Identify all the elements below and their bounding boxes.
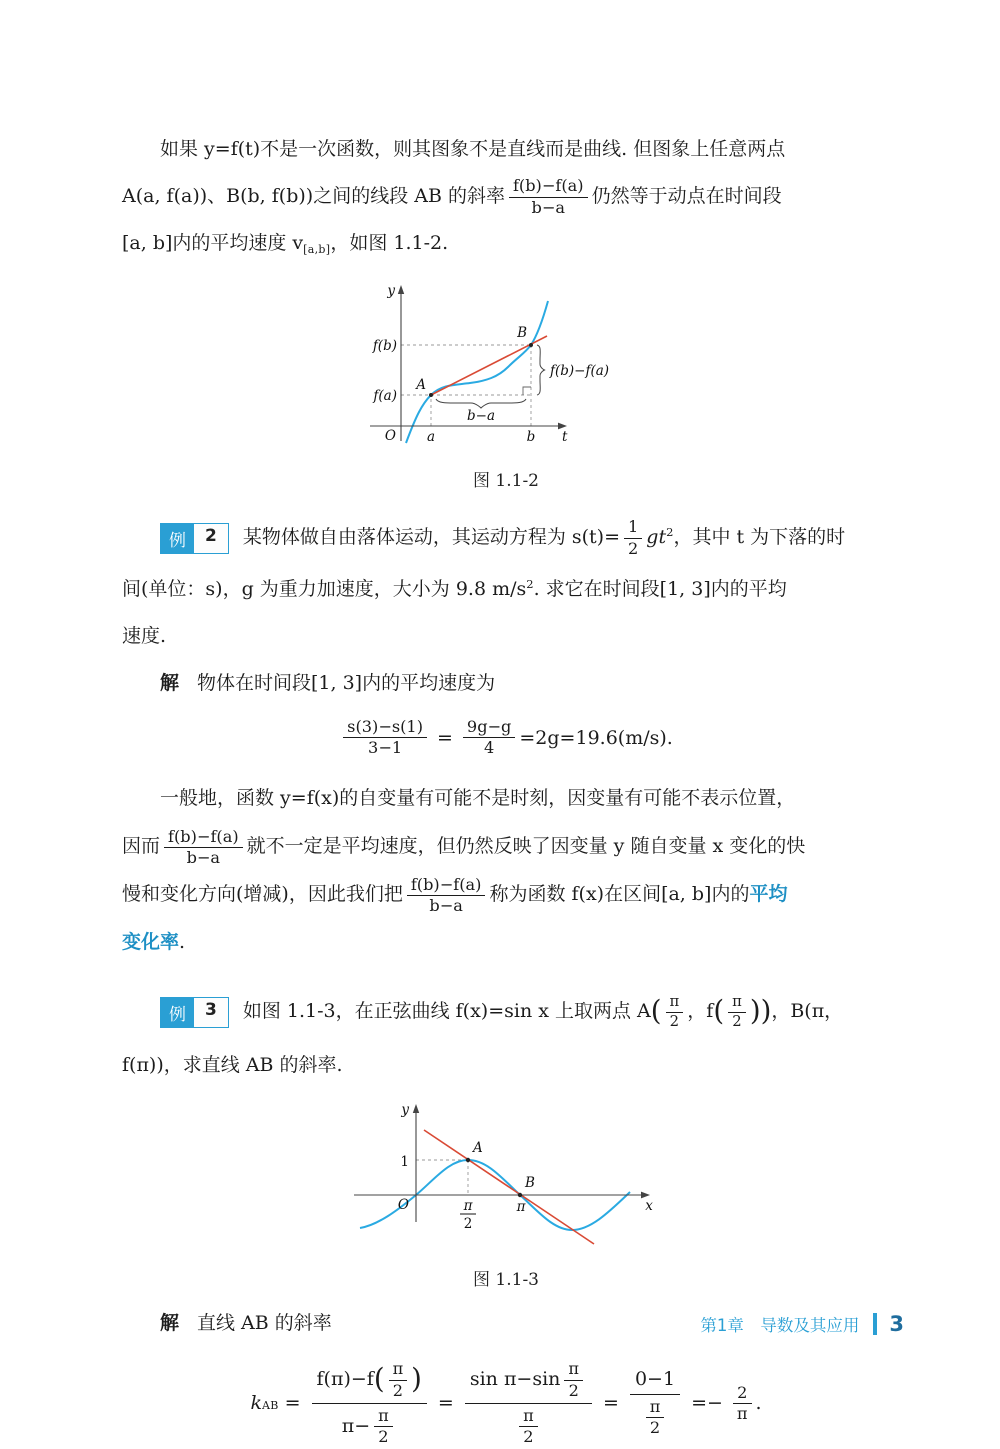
example-3-badge bbox=[160, 997, 229, 1028]
badge-label: 例 bbox=[161, 524, 194, 553]
footer-page-number: 3 bbox=[889, 1312, 904, 1336]
a-label: a bbox=[426, 429, 436, 445]
text-line bbox=[122, 984, 890, 1038]
point-A bbox=[429, 393, 433, 397]
origin-label: O bbox=[384, 428, 396, 444]
text-run: f(π))，求直线 AB 的斜率. bbox=[122, 1054, 343, 1077]
fraction-pi-over-2: $\frac{\pi}{2}$ bbox=[374, 1406, 393, 1447]
close-paren: ) bbox=[749, 995, 761, 1028]
point-B bbox=[518, 1193, 522, 1197]
text-line bbox=[122, 613, 890, 660]
superscript: 2 bbox=[526, 577, 534, 591]
point-A-label: A bbox=[473, 1140, 483, 1157]
pi-numerator: π bbox=[463, 1198, 473, 1215]
text-run: 慢和变化方向(增减)，因此我们把 bbox=[122, 883, 403, 906]
text-line bbox=[122, 220, 890, 273]
t-axis-label: t bbox=[562, 429, 568, 445]
text-run: 如果 y=f(t)不是一次函数，则其图象不是直线而是曲线. 但图象上任意两点 bbox=[160, 138, 786, 160]
text-run: 速度. bbox=[122, 625, 167, 647]
x-axis-label: x bbox=[645, 1198, 653, 1215]
k-symbol: k AB bbox=[250, 1392, 279, 1415]
y-axis-label: y bbox=[387, 283, 395, 299]
paragraph-average-rate bbox=[122, 774, 890, 966]
badge-number: 2 bbox=[194, 524, 228, 553]
point-B-label: B bbox=[517, 325, 527, 341]
text-line bbox=[122, 774, 890, 822]
fa-label: f(a) bbox=[373, 388, 397, 404]
text-run: A(a, f(a))、B(b, f(b))之间的线段 AB 的斜率 bbox=[122, 185, 505, 207]
figure-1-1-3-graph bbox=[346, 1100, 666, 1258]
text-line bbox=[122, 1038, 890, 1092]
origin-label: O bbox=[397, 1197, 409, 1214]
text-line bbox=[122, 561, 890, 613]
vertical-brace bbox=[537, 345, 545, 395]
text-run: 某物体做自由落体运动，其运动方程为 s(t)= bbox=[242, 526, 621, 548]
fraction-result: $\frac{2}{\pi}$ bbox=[733, 1383, 752, 1424]
point-A bbox=[466, 1158, 470, 1162]
text-run: 因而 bbox=[122, 835, 161, 858]
footer-divider bbox=[873, 1313, 877, 1335]
y-axis-label: y bbox=[401, 1102, 409, 1119]
pi-label: π bbox=[516, 1199, 526, 1216]
b-label: b bbox=[526, 429, 536, 445]
tick-1-label: 1 bbox=[400, 1154, 409, 1171]
fraction-pi-over-2: $\frac{\pi}{2}$ bbox=[666, 993, 684, 1031]
fraction: $\frac{9g-g}{4}$ bbox=[463, 717, 515, 758]
text-line bbox=[122, 918, 890, 966]
width-label: b−a bbox=[466, 408, 496, 424]
difference-label: f(b)−f(a) bbox=[550, 363, 610, 379]
text-run: ，f bbox=[687, 1000, 714, 1023]
open-paren: ( bbox=[373, 1363, 385, 1396]
text-run: 就不一定是平均速度，但仍然反映了因变量 y 随自变量 x 变化的快 bbox=[246, 835, 806, 858]
text-run: . bbox=[179, 931, 186, 954]
fraction-pi-over-2: $\frac{\pi}{2}$ bbox=[519, 1406, 538, 1447]
fraction-pi-over-2: $\frac{\pi}{2}$ bbox=[728, 993, 746, 1031]
text-run: ，B(π， bbox=[771, 1000, 844, 1023]
text-line bbox=[122, 509, 890, 561]
point-B bbox=[529, 343, 533, 347]
text-run: 称为函数 f(x)在区间[a, b]内的 bbox=[489, 883, 750, 906]
point-B-label: B bbox=[525, 1175, 535, 1192]
solution-label: 解 bbox=[160, 1312, 180, 1335]
fraction-3: $\frac{0-1}{\frac{\pi}{2}}$ bbox=[630, 1366, 680, 1440]
paragraph-intro bbox=[122, 126, 890, 273]
badge-label: 例 bbox=[161, 998, 194, 1027]
close-paren: ) bbox=[760, 995, 772, 1028]
example-2 bbox=[122, 509, 890, 758]
text-run: [a, b]内的平均速度 v bbox=[122, 232, 304, 254]
text-run: 一般地，函数 y=f(x)的自变量有可能不是时刻，因变量有可能不表示位置， bbox=[160, 787, 796, 810]
point-A-label: A bbox=[416, 377, 426, 393]
secant-line bbox=[424, 1130, 594, 1244]
open-paren: ( bbox=[650, 995, 662, 1028]
fraction-2: sin π−sin $\frac{\pi}{2}$ $\frac{\pi}{2}$ bbox=[465, 1357, 592, 1449]
fraction-pi-over-2: $\frac{\pi}{2}$ bbox=[646, 1397, 665, 1438]
fraction-half: $\frac{1}{2}$ bbox=[624, 517, 642, 558]
pi-denominator: 2 bbox=[463, 1216, 473, 1233]
text-run: 如图 1.1-3，在正弦曲线 f(x)=sin x 上取两点 A bbox=[242, 1000, 651, 1023]
text-run: ，其中 t 为下落的时 bbox=[673, 526, 846, 548]
equals-sign: = bbox=[437, 726, 453, 749]
text-run: . 求它在时间段[1, 3]内的平均 bbox=[533, 578, 787, 600]
figure-1-1-3-caption: 图 1.1-3 bbox=[473, 1270, 539, 1291]
subscript-interval: [a,b] bbox=[303, 243, 331, 256]
example-2-badge bbox=[160, 523, 229, 554]
highlight-term: 平均 bbox=[749, 883, 788, 906]
fraction-numerator: f(b)−f(a) bbox=[509, 176, 588, 197]
math-run: gt bbox=[646, 526, 667, 548]
fraction-pi-over-2: $\frac{\pi}{2}$ bbox=[389, 1359, 408, 1400]
equals-sign: = bbox=[437, 1392, 454, 1415]
fraction: $\frac{s(3)-s(1)}{3-1}$ bbox=[343, 717, 427, 758]
horizontal-brace bbox=[436, 399, 526, 408]
fraction-pi-over-2: $\frac{\pi}{2}$ bbox=[564, 1359, 583, 1400]
y-axis-arrow bbox=[413, 1104, 419, 1113]
text-run: 间(单位：s)，g 为重力加速度，大小为 9.8 m/s bbox=[122, 578, 527, 600]
period: . bbox=[755, 1392, 762, 1415]
text-run: ，如图 1.1-2. bbox=[330, 232, 449, 254]
formula-average-speed bbox=[122, 717, 890, 758]
equals-minus: =− bbox=[691, 1392, 723, 1415]
example-3 bbox=[122, 984, 890, 1092]
solution-line bbox=[122, 660, 890, 707]
fraction-denominator: b−a bbox=[531, 197, 565, 217]
math-run: =2g=19.6(m/s). bbox=[519, 726, 673, 749]
text-run: 物体在时间段[1, 3]内的平均速度为 bbox=[197, 672, 496, 694]
badge-number: 3 bbox=[194, 998, 228, 1027]
figure-1-1-3 bbox=[122, 1100, 890, 1290]
close-paren: ) bbox=[411, 1363, 422, 1396]
fraction-1: f(π)−f ( $\frac{\pi}{2}$ ) π− $\frac{\pi}{2}$ bbox=[312, 1357, 427, 1449]
superscript: 2 bbox=[666, 525, 674, 539]
text-line bbox=[122, 173, 890, 220]
footer-chapter-title: 第1章 导数及其应用 bbox=[700, 1316, 860, 1335]
fraction-rate: $\frac{f(b)-f(a)}{b-a}$ bbox=[407, 875, 486, 916]
equals-sign: = bbox=[284, 1392, 301, 1415]
figure-1-1-2-caption: 图 1.1-2 bbox=[473, 471, 539, 491]
formula-slope-kab bbox=[122, 1357, 890, 1449]
text-run: 仍然等于动点在时间段 bbox=[591, 185, 782, 207]
fb-label: f(b) bbox=[372, 338, 397, 354]
page-footer bbox=[700, 1312, 904, 1336]
figure-1-1-2-graph bbox=[356, 281, 656, 459]
text-line bbox=[122, 870, 890, 918]
fraction-slope bbox=[509, 176, 588, 217]
figure-1-1-2 bbox=[122, 281, 890, 491]
text-run: 直线 AB 的斜率 bbox=[197, 1312, 332, 1335]
equals-sign: = bbox=[603, 1392, 619, 1415]
highlight-term: 变化率 bbox=[122, 931, 180, 954]
text-line bbox=[122, 822, 890, 870]
fraction-rate: $\frac{f(b)-f(a)}{b-a}$ bbox=[164, 827, 243, 868]
open-paren: ( bbox=[713, 995, 725, 1028]
text-line bbox=[122, 126, 890, 173]
y-axis-arrow bbox=[398, 285, 404, 294]
solution-label: 解 bbox=[160, 672, 180, 694]
